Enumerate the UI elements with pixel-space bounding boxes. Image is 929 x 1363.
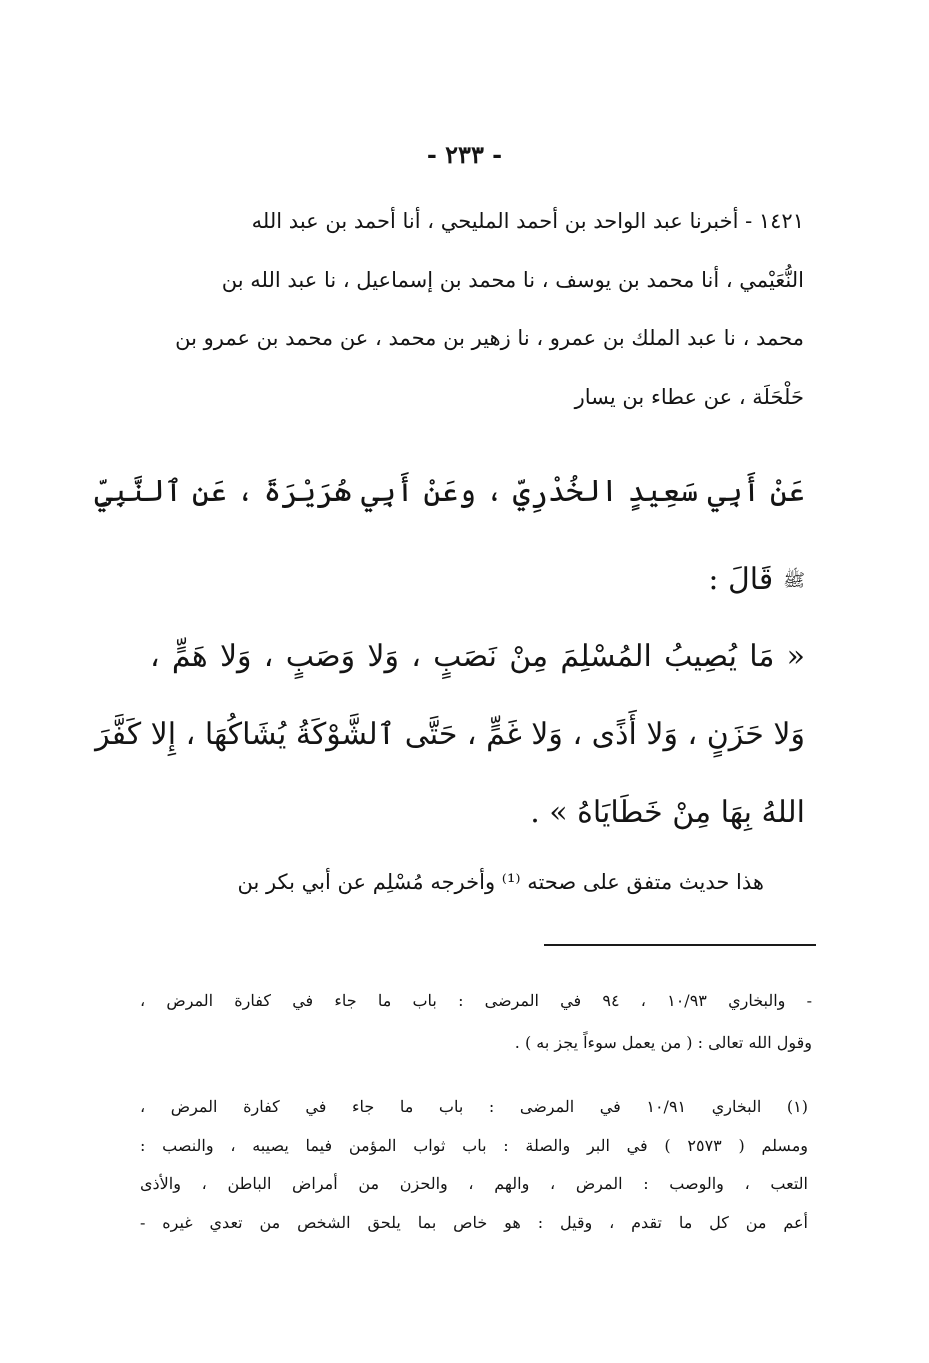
isnad-line: حَلْحَلَة ، عن عطاء بن يسار xyxy=(574,384,804,409)
footnote-line: التعب ، والوصب : المرض ، والهم ، والحزن من أمراض الباطن ، والأذى xyxy=(140,1174,808,1193)
isnad-line: محمد ، نا عبد الملك بن عمرو ، نا زهير بن محمد ، عن محمد بن عمرو بن xyxy=(175,326,804,350)
salawat-ligature: ﷺ xyxy=(783,570,805,591)
footnote-1 xyxy=(140,1088,808,1242)
footnote-line: أعم من كل ما تقدم ، وقيل : هو خاص بما يلحق الشخص من تعدي غيره - xyxy=(140,1212,808,1232)
hadith-narrators-line: عَنْ أَبِي سَعِيدٍ الخُدْرِيِّ ، وعَنْ أَبِي هُرَيْرَةَ ، عَنِ ٱلنَّبِيِّ xyxy=(94,474,805,509)
matn-line: « مَا يُصِيبُ المُسْلِمَ مِنْ نَصَبٍ ، وَلا وَصَبٍ ، وَلا هَمٍّ ، xyxy=(150,639,805,674)
qala-text: قَالَ : xyxy=(708,562,774,597)
isnad-paragraph xyxy=(158,192,804,426)
footnote-continued xyxy=(140,980,812,1064)
isnad-line: النُّعَيْمي ، أنا محمد بن يوسف ، نا محمد بن إسماعيل ، نا عبد الله بن xyxy=(221,267,804,292)
footnote-line: وقول الله تعالى : ( من يعمل سوءاً يجز به ) . xyxy=(514,1033,812,1052)
commentary-line: هذا حديث متفق على صحته ⁽¹⁾ وأخرجه مُسْلِم عن أبي بكر بن xyxy=(237,870,764,894)
hadith-narrators-line xyxy=(150,536,805,625)
page-number: - ٢٣٣ - xyxy=(426,140,503,169)
footnote-separator xyxy=(544,944,816,946)
hadith-matn xyxy=(95,618,805,852)
hadith-narrators xyxy=(94,448,805,625)
isnad-line: ١٤٢١ - أخبرنا عبد الواحد بن أحمد المليحي ، أنا أحمد بن عبد الله xyxy=(251,209,804,233)
footnote-line: (١) البخاري ١٠/٩١ في المرضى : باب ما جاء في كفارة المرض ، xyxy=(140,1097,809,1116)
footnote-line: - والبخاري ١٠/٩٣ ، ٩٤ في المرضى : باب ما جاء في كفارة المرض ، xyxy=(140,991,812,1010)
matn-line: اللهُ بِهَا مِنْ خَطَايَاهُ » . xyxy=(530,795,805,830)
matn-line: وَلا حَزَنٍ ، وَلا أَذًى ، وَلا غَمٍّ ، حَتَّى ٱلشَّوْكَةُ يُشَاكُهَا ، إِلا كَفَّرَ xyxy=(95,717,805,752)
footnote-line: ومسلم ( ٢٥٧٣ ) في البر والصلة : باب ثواب المؤمن فيما يصيبه ، والنصب : xyxy=(140,1135,809,1155)
